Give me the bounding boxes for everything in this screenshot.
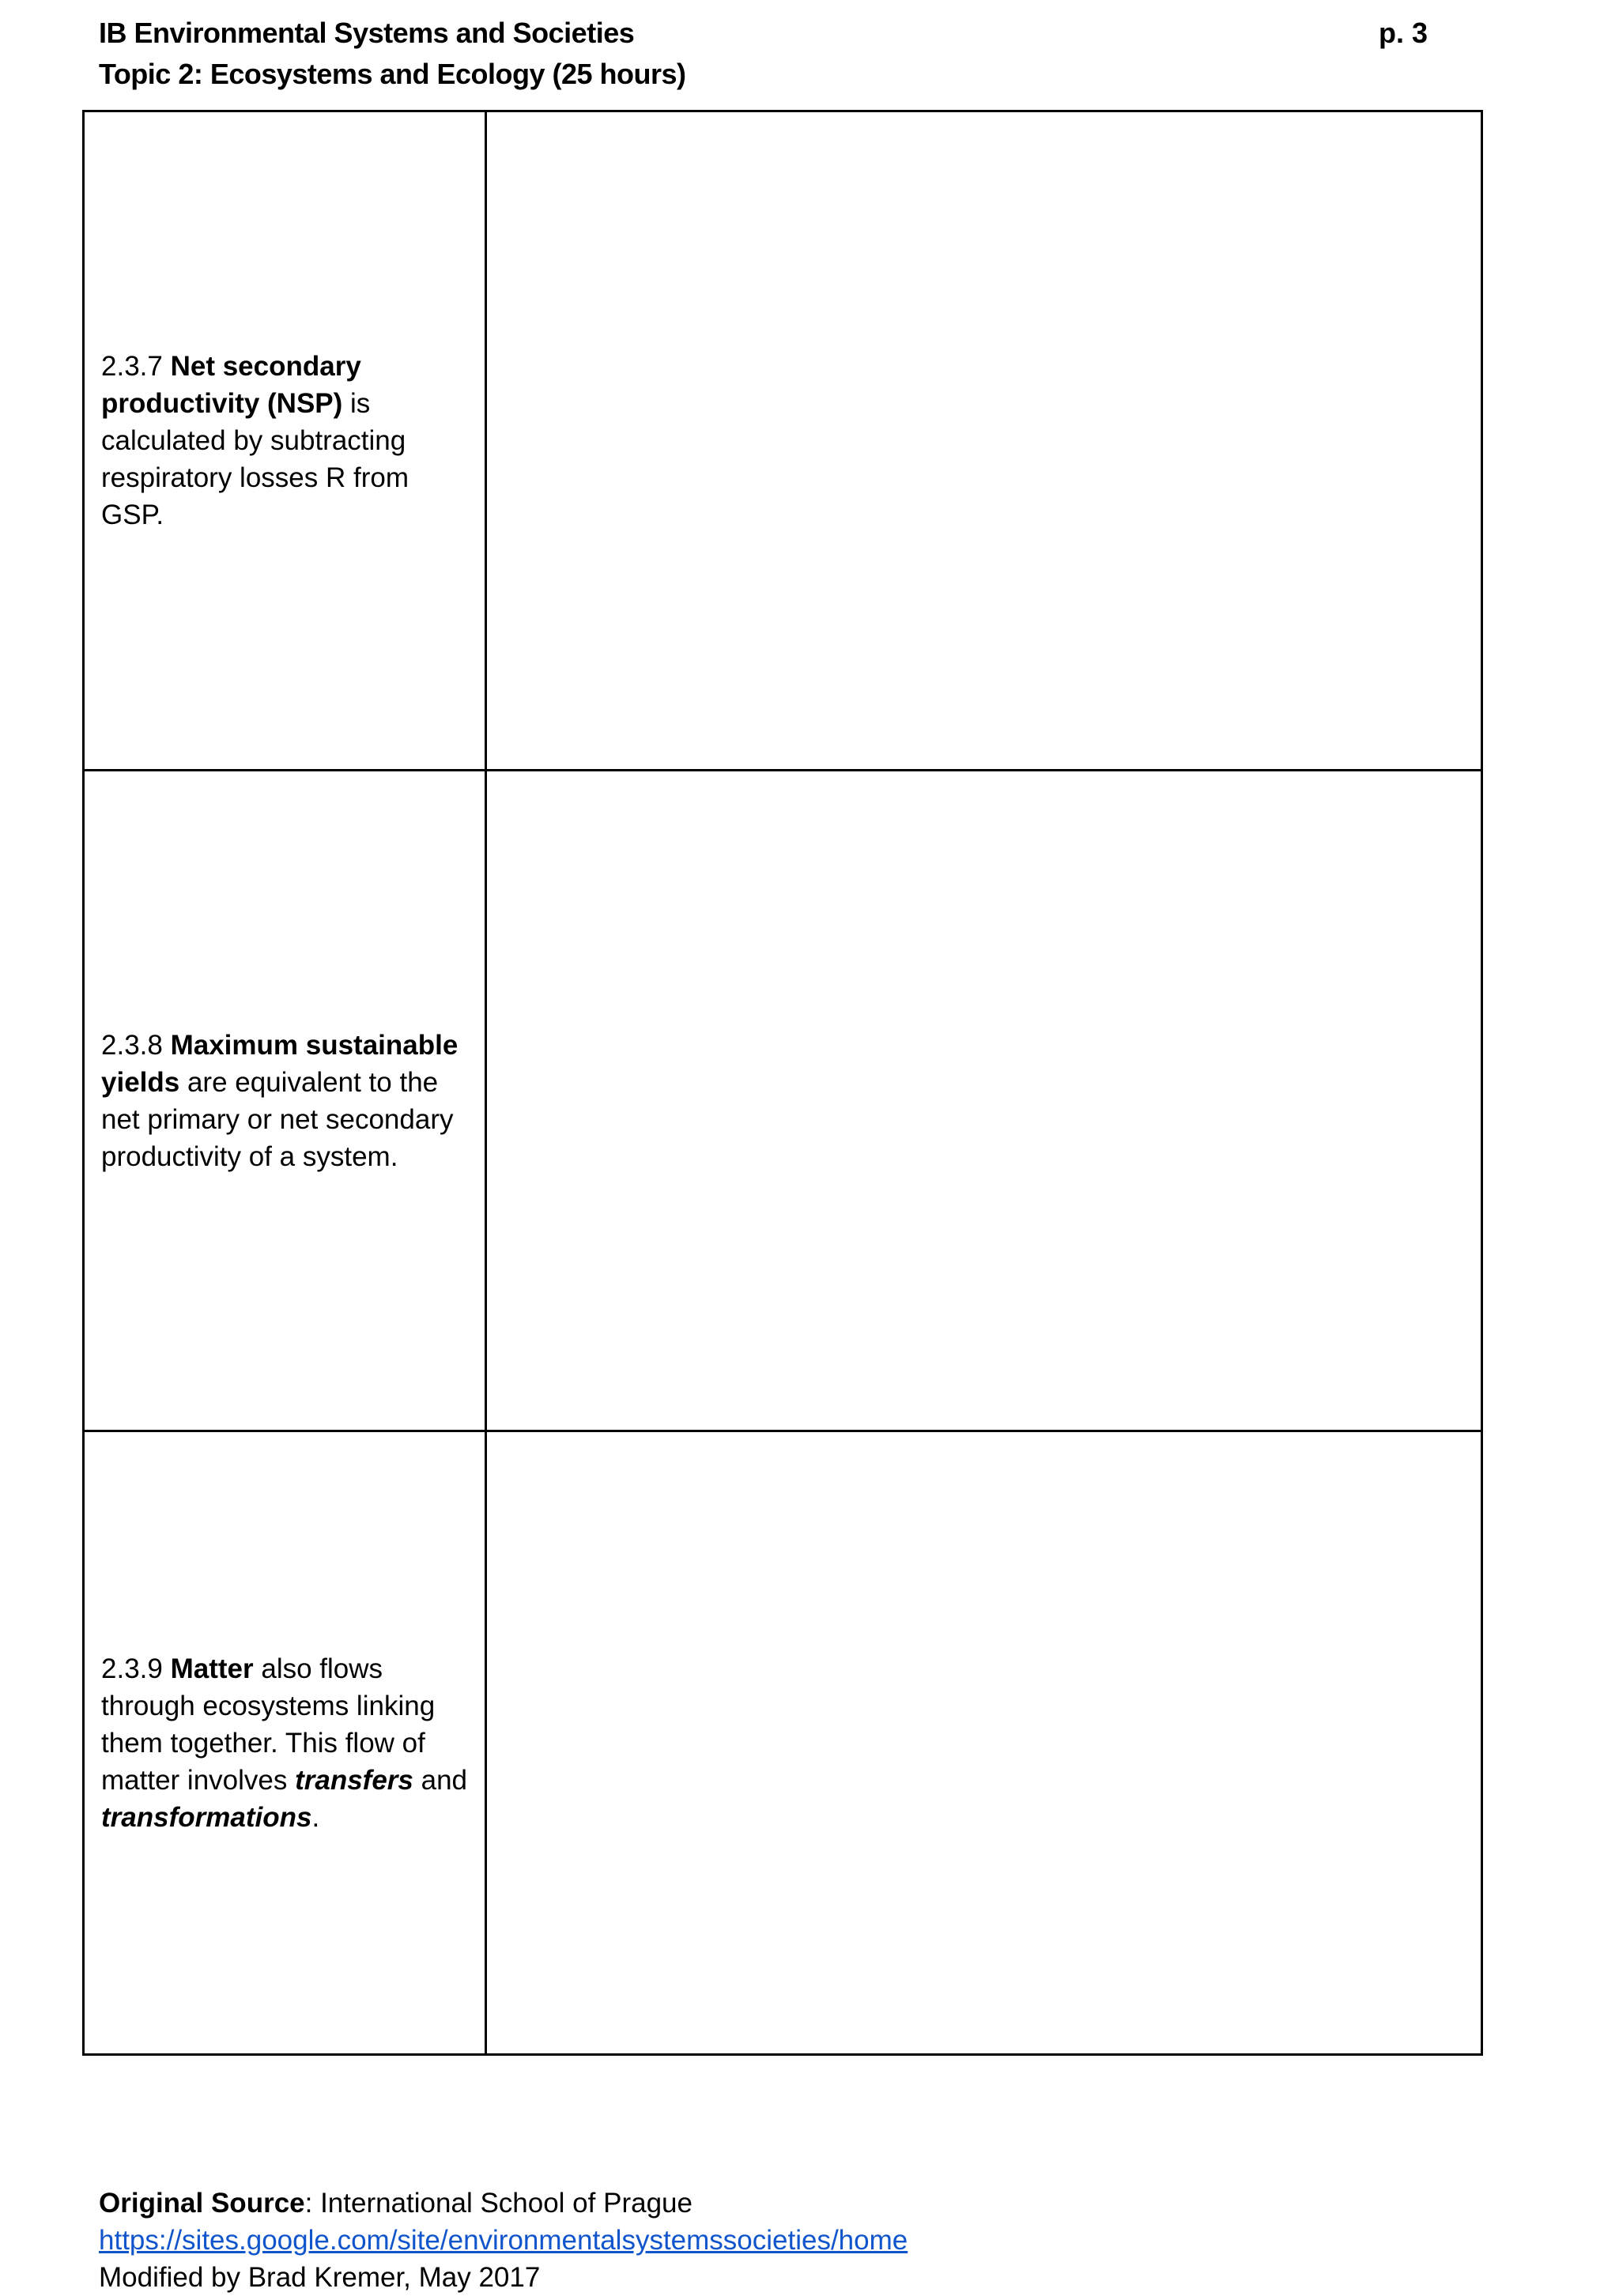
answer-cell[interactable] <box>487 112 1481 769</box>
prompt-cell <box>85 1432 485 2053</box>
source-separator: : <box>304 2188 313 2219</box>
objective-text: is calculated by subtracting respiratory losses R from GSP. <box>101 388 409 530</box>
source-link[interactable]: https://sites.google.com/site/environmentalsystemssocieties/home <box>99 2225 908 2256</box>
objective-number: 2.3.9 <box>101 1653 163 1684</box>
answer-cell[interactable] <box>487 771 1481 1430</box>
key-term: Net secondary productivity (NSP) <box>101 351 361 419</box>
prompt-cell <box>85 112 485 769</box>
page-number: p. 3 <box>1379 17 1428 49</box>
prompt-text <box>101 1650 473 1836</box>
emphasis-term: transformations <box>101 1801 312 1833</box>
source-line <box>99 2185 908 2222</box>
objective-number: 2.3.7 <box>101 351 163 382</box>
key-term: Maximum sustainable yields <box>101 1029 459 1098</box>
table-row <box>85 771 1481 1432</box>
topic-title: Topic 2: Ecosystems and Ecology (25 hours) <box>99 58 686 90</box>
emphasis-term: transfers <box>295 1764 413 1796</box>
worksheet-table <box>82 110 1483 2056</box>
key-term: Matter <box>170 1653 254 1684</box>
modified-by: Modified by Brad Kremer, May 2017 <box>99 2262 541 2293</box>
answer-cell[interactable] <box>487 1432 1481 2053</box>
objective-number: 2.3.8 <box>101 1029 163 1061</box>
objective-text: . <box>311 1801 320 1833</box>
objective-text: are equivalent to the net primary or net secondary productivity of a system. <box>101 1066 454 1172</box>
objective-text: and <box>413 1764 468 1796</box>
table-row <box>85 112 1481 771</box>
footer <box>99 2185 908 2296</box>
prompt-text <box>101 348 473 533</box>
prompt-cell <box>85 771 485 1430</box>
prompt-text <box>101 1027 473 1175</box>
source-name: International School of Prague <box>312 2188 693 2219</box>
course-title: IB Environmental Systems and Societies <box>99 17 635 49</box>
objective-text: also flows through ecosystems linking them together. This flow of matter involves <box>101 1653 436 1796</box>
table-row <box>85 1432 1481 2053</box>
source-label: Original Source <box>99 2188 305 2219</box>
